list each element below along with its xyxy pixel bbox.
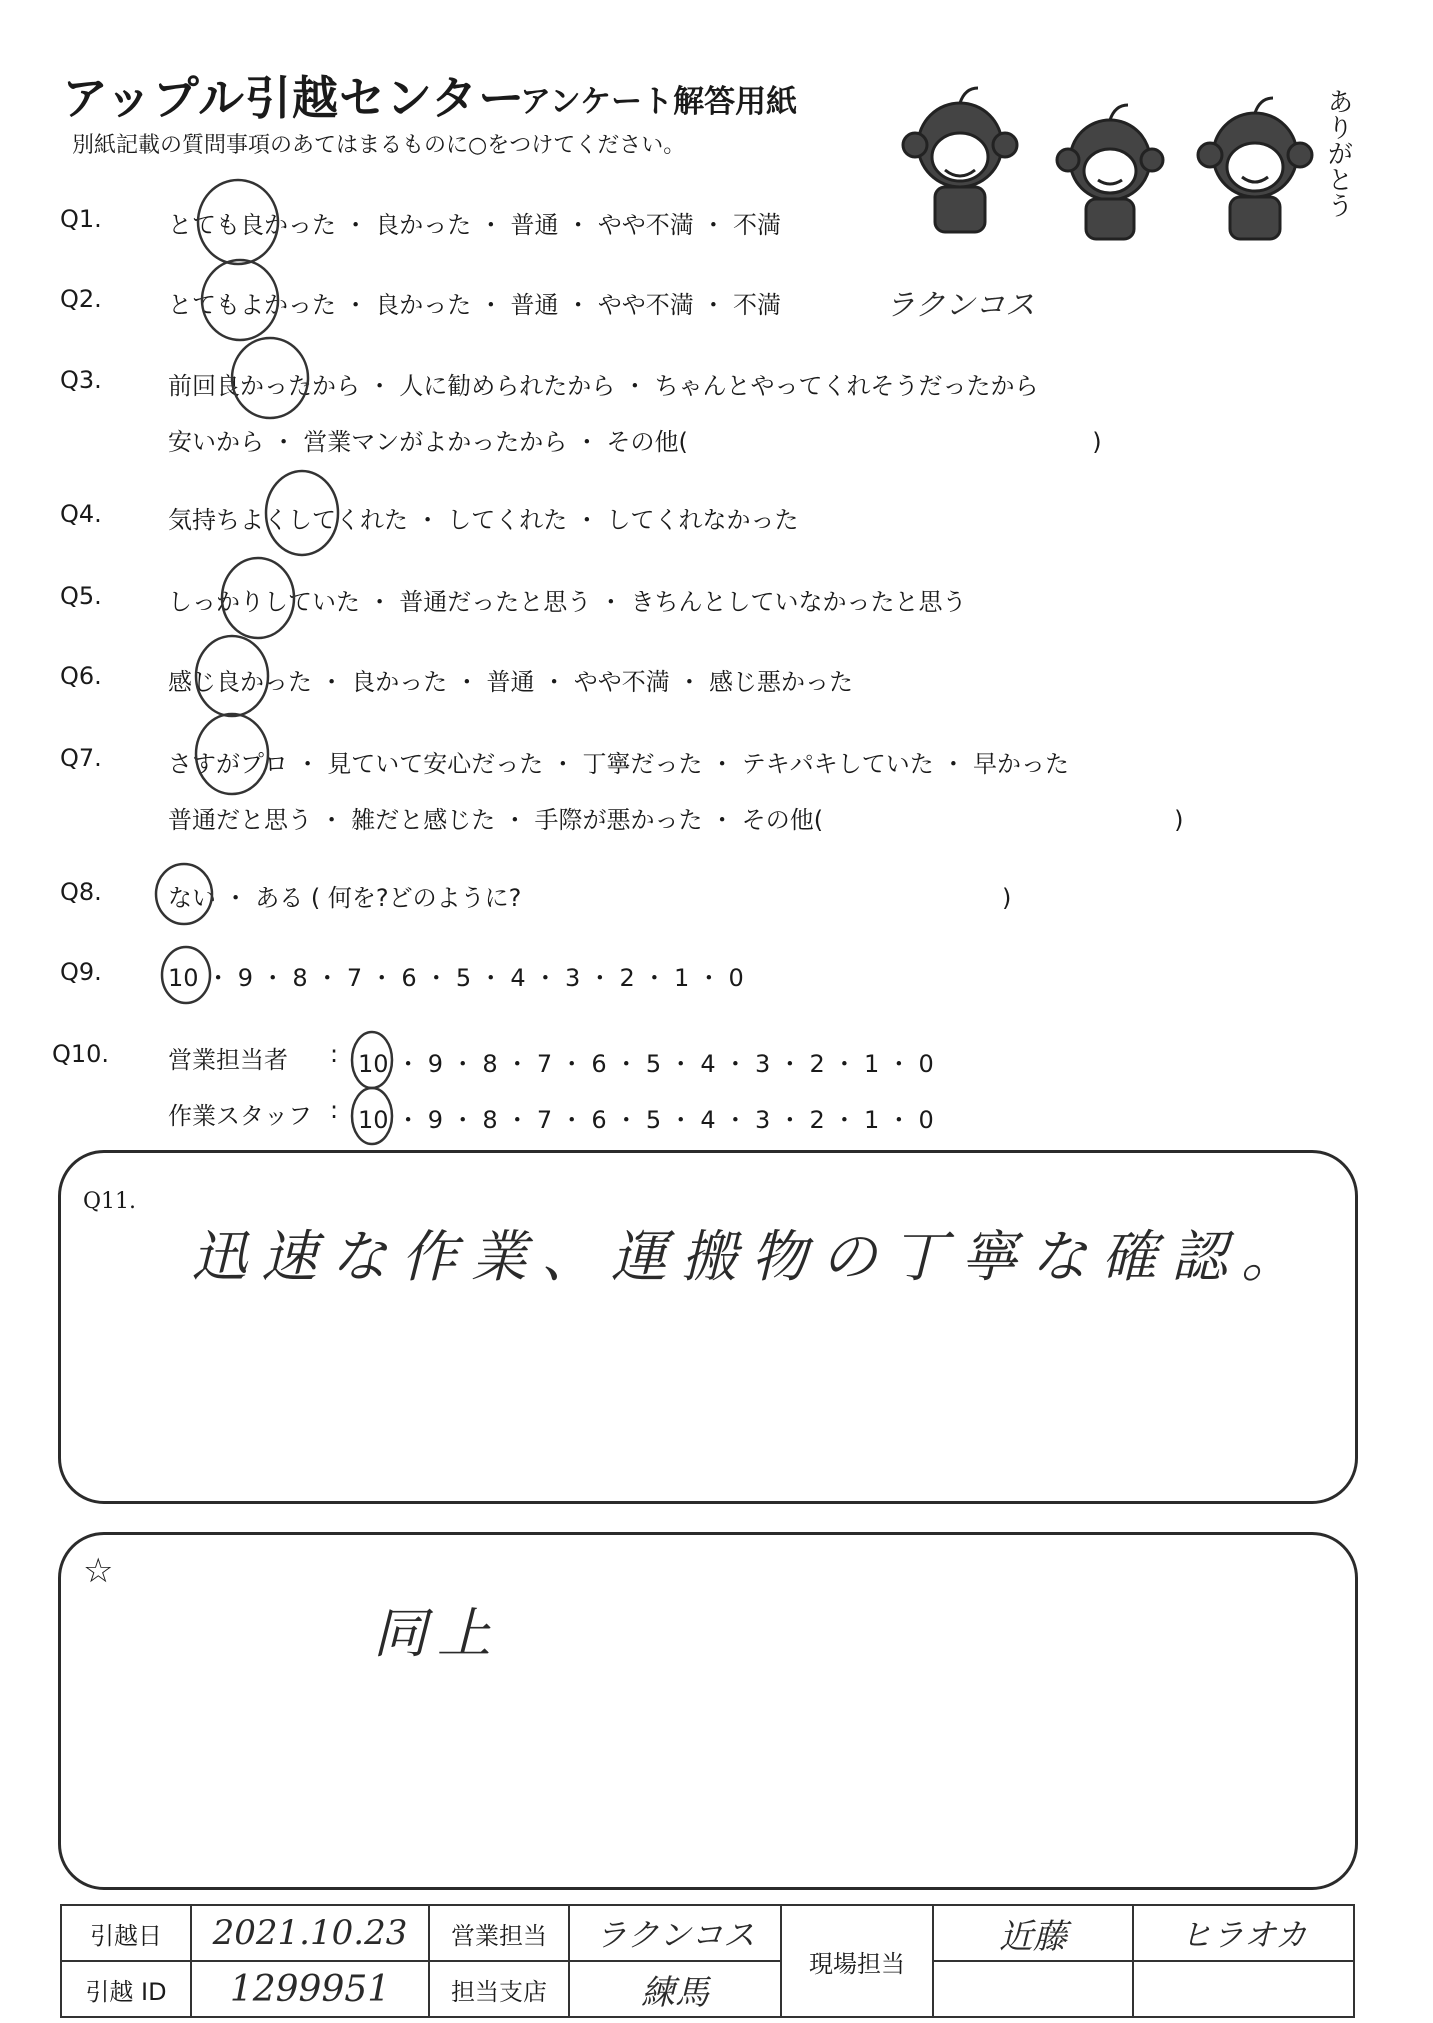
q11-answer: 迅速な作業、運搬物の丁寧な確認。 xyxy=(191,1225,1311,1290)
footer-info-table xyxy=(60,1904,1355,2018)
question-options: ない ・ ある ( 何を?どのように? ) xyxy=(168,884,1012,912)
thanks-text: ありがとう xyxy=(1323,88,1353,218)
selection-circle xyxy=(232,338,308,418)
rating-colon: : xyxy=(330,1096,339,1124)
selection-circle xyxy=(352,1088,392,1144)
site-staff-1: 近藤 xyxy=(933,1905,1133,1961)
question-options: 感じ良かった ・ 良かった ・ 普通 ・ やや不満 ・ 感じ悪かった xyxy=(168,668,854,696)
sales-label: 営業担当 xyxy=(429,1905,569,1961)
selection-circle xyxy=(222,558,294,638)
form-subtitle: アンケート解答用紙 xyxy=(520,84,798,120)
selection-circle xyxy=(196,636,268,716)
selection-circle xyxy=(162,947,210,1003)
question-options: とてもよかった ・ 良かった ・ 普通 ・ やや不満 ・ 不満 xyxy=(168,291,782,319)
question-label: Q5. xyxy=(60,582,102,610)
empty-cell xyxy=(1133,1961,1354,2017)
question-options: 前回良かったから ・ 人に勧められたから ・ ちゃんとやってくれそうだったから xyxy=(168,372,1039,400)
site-staff-2: ヒラオカ xyxy=(1133,1905,1354,1961)
question-label: Q8. xyxy=(60,878,102,906)
selection-circle xyxy=(352,1032,392,1088)
question-label: Q3. xyxy=(60,366,102,394)
move-date-label: 引越日 xyxy=(61,1905,191,1961)
question-options: 安いから ・ 営業マンがよかったから ・ その他( ) xyxy=(168,428,1102,456)
rating-colon: : xyxy=(330,1040,339,1068)
branch-label: 担当支店 xyxy=(429,1961,569,2017)
question-label: Q10. xyxy=(52,1040,110,1068)
rating-row-name: 作業スタッフ xyxy=(168,1102,312,1130)
branch-value: 練馬 xyxy=(569,1961,781,2017)
question-label: Q2. xyxy=(60,285,102,313)
selection-circle xyxy=(196,714,268,794)
rating-row-name: 営業担当者 xyxy=(168,1046,288,1074)
question-label: Q4. xyxy=(60,500,102,528)
question-options: 10 ・ 9 ・ 8 ・ 7 ・ 6 ・ 5 ・ 4 ・ 3 ・ 2 ・ 1 ・ 0 xyxy=(168,964,744,992)
rating-scale: 10 ・ 9 ・ 8 ・ 7 ・ 6 ・ 5 ・ 4 ・ 3 ・ 2 ・ 1 ・ 0 xyxy=(358,1050,934,1078)
question-label: Q7. xyxy=(60,744,102,772)
rating-scale: 10 ・ 9 ・ 8 ・ 7 ・ 6 ・ 5 ・ 4 ・ 3 ・ 2 ・ 1 ・ 0 xyxy=(358,1106,934,1134)
move-id-value: 1299951 xyxy=(191,1961,429,2017)
form-title: アップル引越センター xyxy=(62,71,526,125)
question-options: 気持ちよくしてくれた ・ してくれた ・ してくれなかった xyxy=(168,506,799,534)
selection-circle xyxy=(198,180,278,264)
question-label: Q1. xyxy=(60,205,102,233)
question-options: しっかりしていた ・ 普通だったと思う ・ きちんとしていなかったと思う xyxy=(168,588,967,616)
selection-circle xyxy=(266,471,338,555)
move-date-value: 2021.10.23 xyxy=(191,1905,429,1961)
selection-circle xyxy=(156,864,212,924)
q11-answer-box xyxy=(58,1150,1358,1504)
selection-circle xyxy=(202,260,278,340)
comment-answer: 同上 xyxy=(373,1602,501,1665)
star-label: ☆ xyxy=(83,1551,114,1591)
comment-box xyxy=(58,1532,1358,1890)
sales-name-value: ラクンコス xyxy=(569,1905,781,1961)
question-label: Q9. xyxy=(60,958,102,986)
question-label: Q6. xyxy=(60,662,102,690)
empty-cell xyxy=(933,1961,1133,2017)
q11-label: Q11. xyxy=(83,1189,137,1214)
move-id-label: 引越 ID xyxy=(61,1961,191,2017)
instructions: 別紙記載の質問事項のあてはまるものに○をつけてください。 xyxy=(72,133,686,158)
site-label: 現場担当 xyxy=(781,1905,933,2017)
question-options: 普通だと思う ・ 雑だと感じた ・ 手際が悪かった ・ その他( ) xyxy=(168,806,1184,834)
handwritten-note: ラクンコス xyxy=(885,288,1035,323)
question-options: とても良かった ・ 良かった ・ 普通 ・ やや不満 ・ 不満 xyxy=(168,211,782,239)
question-options: さすがプロ ・ 見ていて安心だった ・ 丁寧だった ・ テキパキしていた ・ 早かった xyxy=(168,750,1070,778)
